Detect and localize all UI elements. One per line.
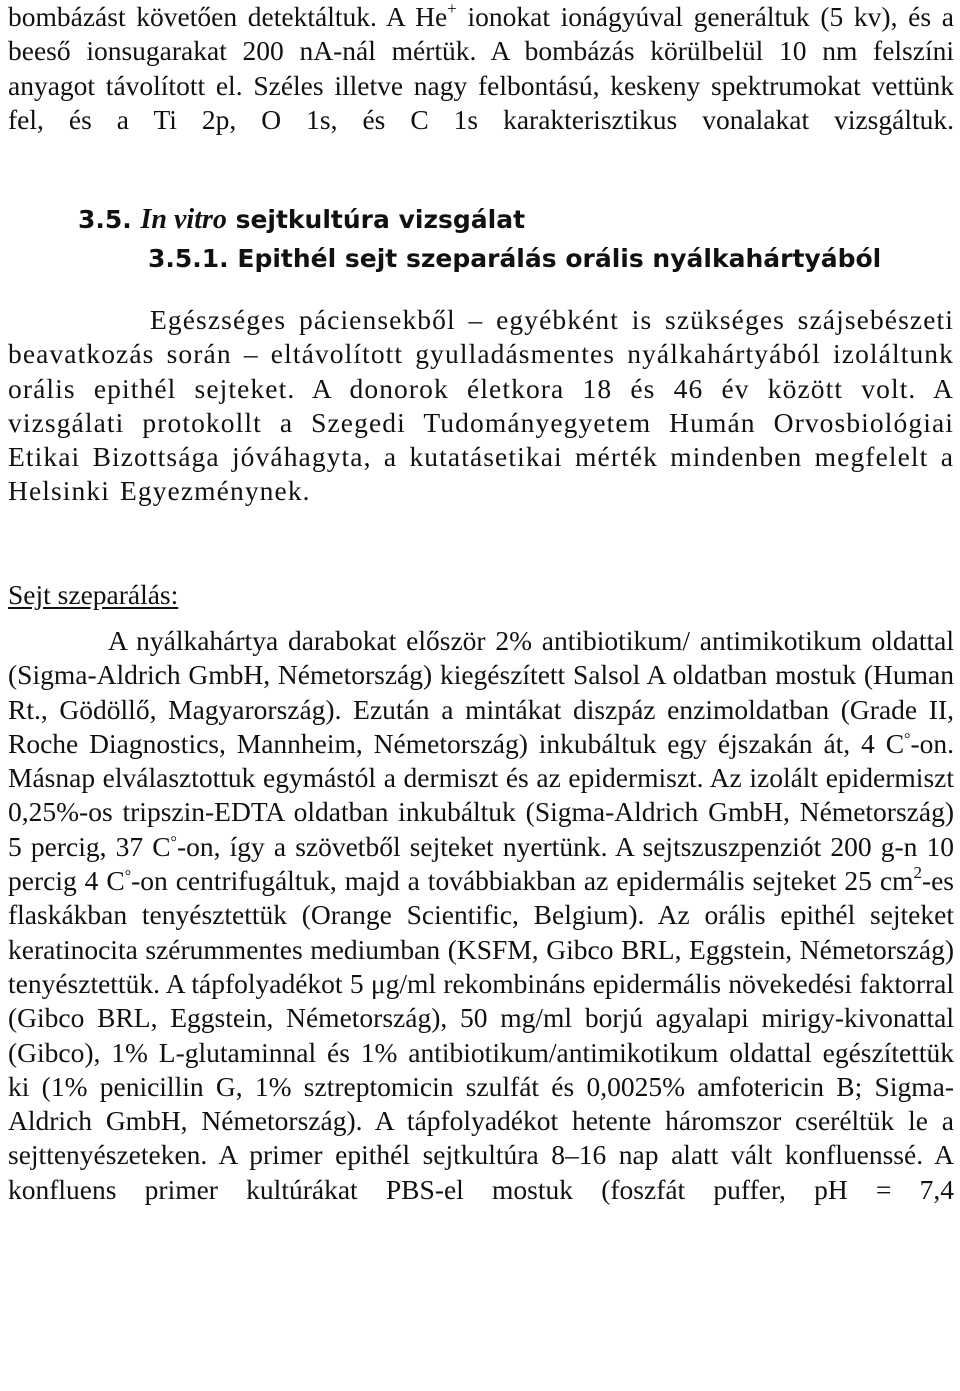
paragraph-donors-text: Egészséges páciensekből – egyébként is szükséges szájsebészeti beavatkozás során – eltávolított gyulladásmentes nyálkahártyából izoláltunk orális epithél sejteket. A donorok életkora 18 és 46 év között volt. A vizsgálati protokollt a Szegedi Tudományegyetem Humán Orvosbiológiai Etikai Bizottsága jóváhagyta, a kutatásetikai mérték mindenben megfelelt a Helsinki Egyezménynek.: [8, 304, 954, 507]
degree-symbol-3: °: [124, 868, 132, 886]
subsection-heading: 3.5.1. Epithél sejt szeparálás orális nyálkahártyából: [148, 244, 882, 273]
section-title-rest: sejtkultúra vizsgálat: [226, 205, 526, 234]
cell-separation-label: Sejt szeparálás:: [8, 579, 179, 610]
intro-text-cont: ionokat ionágyúval: [456, 1, 683, 32]
superscript-plus: +: [447, 0, 457, 18]
degree-symbol-2: °: [170, 833, 177, 851]
degree-symbol-1: °: [904, 730, 911, 748]
intro-text-rest: generáltuk (5 kv), és a beeső ionsugarakat 200 nA-nál mértük. A bombázás körülbelül 10 nm felszíni anyagot távolított el. Széles illetve nagy felbontású, keskeny spektrumokat vettünk fel, és a Ti 2p, O 1s, és C 1s karakterisztikus vonalakat vizsgáltuk.: [8, 1, 954, 135]
para2-part2: -on. Másnap elválasztottuk egymástól a dermiszt és az epidermiszt. Az izolált epidermiszt 0,25%-os tripszin-EDTA oldatban inkubáltuk (Sigma-Aldrich GmbH, Németország) 5 percig, 37 C: [8, 727, 954, 862]
para2-part3: -on, így a szövetből sejteket nyertünk. A sejtszuszpenziót 200 g-n 10 percig 4 C: [8, 830, 954, 897]
intro-text-start: bombázást követően detektáltuk. A He: [8, 1, 448, 32]
paragraph-donors: [8, 303, 954, 509]
intro-paragraph: [8, 0, 954, 137]
subheading-cell-separation: [8, 578, 954, 612]
para2-part1: A nyálkahártya darabokat először 2% antibiotikum/ antimikotikum oldattal (Sigma-Aldrich GmbH, Németország) kiegészített Salsol A oldatban mostuk (Human Rt., Gödöllő, Magyarország). Ezután a mintákat diszpáz enzimoldatban (Grade II, Roche Diagnostics, Mannheim, Németország) inkubáltuk egy éjszakán át, 4 C: [8, 625, 954, 759]
para2-part5: -es flaskákban tenyésztettük (Orange Scientific, Belgium). Az orális epithél sejteket keratinocita szérummentes mediumban (KSFM, Gibco BRL, Eggstein, Németország) tenyésztettük. A tápfolyadékot 5 μg/ml rekombináns epidermális növekedési faktorral (Gibco BRL, Eggstein, Németország), 50 mg/ml borjú agyalapi mirigy-kivonattal (Gibco), 1% L-glutaminnal és 1% antibiotikum/antimikotikum oldattal egészítettük ki (1% penicillin G, 1% sztreptomicin szulfát és 0,0025% amfotericin B; Sigma-Aldrich GmbH, Németország). A tápfolyadékot hetente háromszor cseréltük le a sejttenyészeteken. A primer epithél sejtkultúra 8–16 nap alatt vált konfluenssé. A konfluens primer kultúrákat PBS-el mostuk (foszfát puffer, pH = 7,4: [8, 865, 955, 1205]
section-heading: [78, 203, 525, 237]
paragraph-cell-separation: [8, 624, 954, 1207]
para2-part4: -on centrifugáltuk, majd a továbbiakban az epidermális sejteket 25 cm: [131, 865, 914, 897]
section-number: 3.5.: [78, 205, 132, 234]
superscript-two: 2: [913, 862, 922, 882]
section-title-italic: In vitro: [140, 204, 227, 235]
